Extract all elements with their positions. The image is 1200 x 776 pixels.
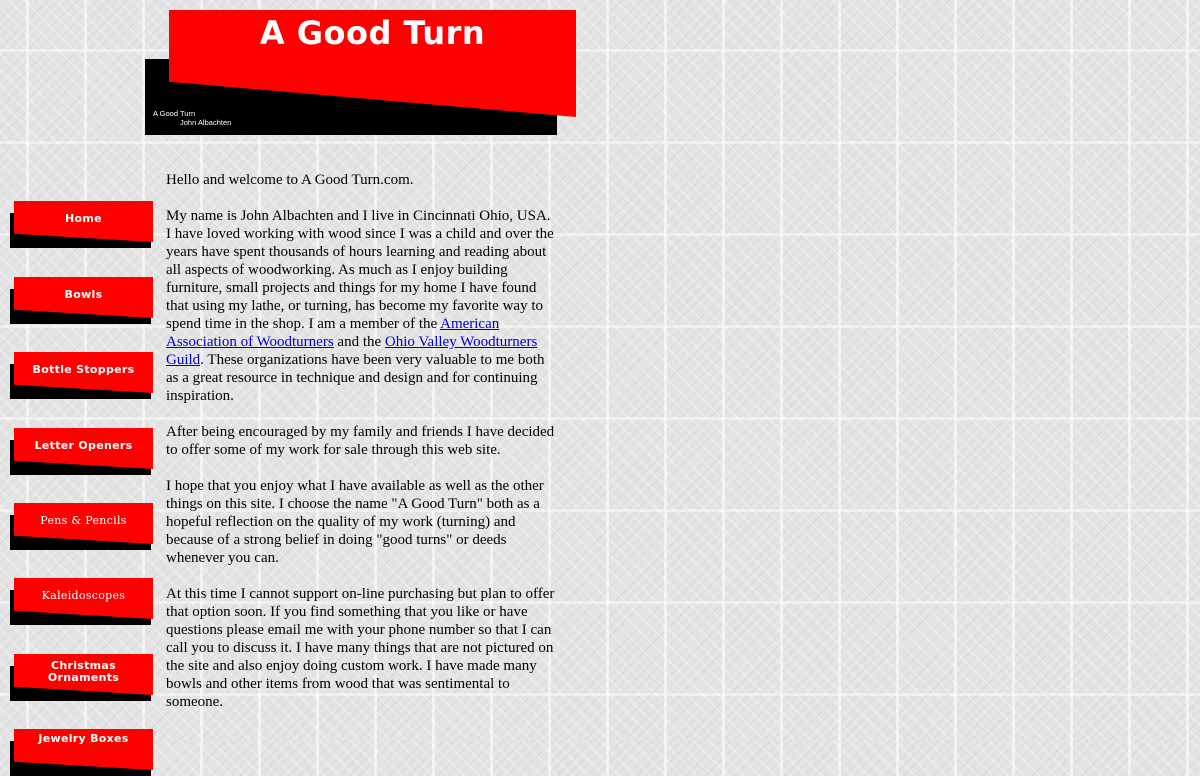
name-paragraph: I hope that you enjoy what I have available as well as the other things on this site. I choose the name "A Good Turn" both as a hopeful reflection on the quality of my work (turning) and because of a strong belief in doing "good turns" or deeds whenever you can. xyxy=(166,478,544,566)
nav-button-pens-pencils[interactable] xyxy=(10,503,155,550)
nav-label: Bowls xyxy=(64,288,103,301)
nav-button-christmas-ornaments[interactable] xyxy=(10,654,155,701)
about-paragraph: My name is John Albachten and I live in Cincinnati Ohio, USA. I have loved working with wood since I was a child and over the years have spent thousands of hours learning and reading about all aspects of woodworking. As much as I enjoy building furniture, small projects and things for my home I have found that using my lathe, or turning, has become my favorite way to spend time in the shop. I am a member of the American Association of Woodturners and the Ohio Valley Woodturners Guild. These organizations have been very valuable to me both as a great resource in technique and design and for continuing inspiration. xyxy=(166,208,554,404)
nav-button-jewelry-boxes[interactable] xyxy=(10,729,155,776)
site-title: A Good Turn xyxy=(259,14,486,52)
nav-button-home[interactable] xyxy=(10,201,155,248)
site-banner xyxy=(145,10,577,136)
main-content xyxy=(166,171,556,729)
nav-label: Christmas Ornaments xyxy=(47,659,120,684)
nav-label: Bottle Stoppers xyxy=(32,363,135,376)
banner-caption-author: John Albachten xyxy=(180,118,232,127)
nav-label: Kaleidoscopes xyxy=(41,589,126,602)
aaw-link[interactable]: American Association of Woodturners xyxy=(166,316,500,350)
ovwg-link[interactable]: Ohio Valley Woodturners Guild xyxy=(166,334,538,368)
nav-button-bottle-stoppers[interactable] xyxy=(10,352,155,399)
nav-label: Home xyxy=(65,212,102,225)
nav-button-letter-openers[interactable] xyxy=(10,428,155,475)
purchasing-paragraph: At this time I cannot support on-line purchasing but plan to offer that option soon. If you find something that you like or have questions please email me with your phone number so that I can call you to discuss it. I have many things that are not pictured on the site and also enjoy doing custom work. I have made many bowls and other items from wood that was sentimental to someone. xyxy=(166,586,555,710)
banner-caption-site: A Good Turn xyxy=(153,109,196,118)
sidebar-nav xyxy=(10,0,155,745)
nav-button-bowls[interactable] xyxy=(10,277,155,324)
sale-paragraph: After being encouraged by my family and friends I have decided to offer some of my work for sale through this web site. xyxy=(166,424,555,458)
nav-button-kaleidoscopes[interactable] xyxy=(10,578,155,625)
nav-label: Letter Openers xyxy=(34,439,133,452)
nav-label: Jewelry Boxes xyxy=(38,732,129,745)
welcome-paragraph: Hello and welcome to A Good Turn.com. xyxy=(166,172,414,188)
nav-label: Pens & Pencils xyxy=(40,514,127,527)
